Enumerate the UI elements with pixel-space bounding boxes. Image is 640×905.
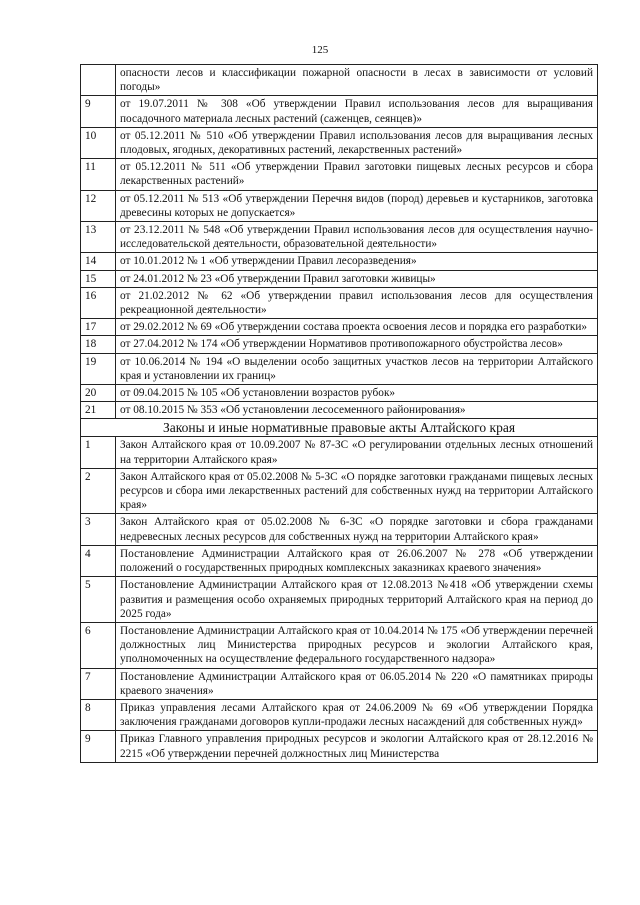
row-text: от 05.12.2011 № 510 «Об утверждении Правил использования лесов для выращивания лесных плодовых, ягодных, декоративных растений, лекарственных растений» bbox=[116, 127, 598, 158]
table-row bbox=[81, 699, 598, 730]
table-row bbox=[81, 287, 598, 318]
row-number: 1 bbox=[81, 437, 116, 468]
table-row bbox=[81, 222, 598, 253]
table-row bbox=[81, 253, 598, 270]
table-row bbox=[81, 353, 598, 384]
table-row bbox=[81, 96, 598, 127]
row-text: Постановление Администрации Алтайского края от 10.04.2014 № 175 «Об утверждении перечней должностных лиц Министерства природных ресурсов и экологии Алтайского края, уполномоченных на осуществление федерального государственного надзора» bbox=[116, 622, 598, 668]
row-text: от 19.07.2011 № 308 «Об утверждении Правил использования лесов для выращивания посадочного материала лесных растений (саженцев, сеянцев)» bbox=[116, 96, 598, 127]
table-row bbox=[81, 668, 598, 699]
section-header-row bbox=[81, 419, 598, 437]
table-row bbox=[81, 65, 598, 96]
row-number: 14 bbox=[81, 253, 116, 270]
table-row bbox=[81, 385, 598, 402]
table-row bbox=[81, 127, 598, 158]
table-row bbox=[81, 402, 598, 419]
table-row bbox=[81, 319, 598, 336]
row-number: 5 bbox=[81, 577, 116, 623]
row-number: 9 bbox=[81, 96, 116, 127]
table-row bbox=[81, 159, 598, 190]
row-number: 11 bbox=[81, 159, 116, 190]
row-text: от 05.12.2011 № 511 «Об утверждении Правил заготовки пищевых лесных ресурсов и сбора лекарственных растений» bbox=[116, 159, 598, 190]
row-text: от 09.04.2015 № 105 «Об установлении возрастов рубок» bbox=[116, 385, 598, 402]
row-text: Приказ Главного управления природных ресурсов и экологии Алтайского края от 28.12.2016 № 2215 «Об утверждении перечней должностных лиц Министерства bbox=[116, 731, 598, 762]
row-text: Закон Алтайского края от 05.02.2008 № 6-ЗС «О порядке заготовки и сбора гражданами недревесных лесных ресурсов для собственных нужд на территории Алтайского края» bbox=[116, 514, 598, 545]
row-number: 13 bbox=[81, 222, 116, 253]
table-body bbox=[81, 65, 598, 763]
row-text: от 23.12.2011 № 548 «Об утверждении Правил использования лесов для осуществления научно-исследовательской деятельности, образовательной деятельности» bbox=[116, 222, 598, 253]
row-number: 9 bbox=[81, 731, 116, 762]
section-title: Законы и иные нормативные правовые акты Алтайского края bbox=[81, 419, 598, 437]
row-text: от 10.01.2012 № 1 «Об утверждении Правил лесоразведения» bbox=[116, 253, 598, 270]
row-number: 19 bbox=[81, 353, 116, 384]
row-number: 3 bbox=[81, 514, 116, 545]
row-text: от 24.01.2012 № 23 «Об утверждении Правил заготовки живицы» bbox=[116, 270, 598, 287]
row-text: Закон Алтайского края от 05.02.2008 № 5-ЗС «О порядке заготовки гражданами пищевых лесных ресурсов и сбора ими лекарственных растений для собственных нужд на территории Алтайского края» bbox=[116, 468, 598, 514]
row-text: от 05.12.2011 № 513 «Об утверждении Перечня видов (пород) деревьев и кустарников, заготовка древесины которых не допускается» bbox=[116, 190, 598, 221]
table-row bbox=[81, 336, 598, 353]
row-number: 16 bbox=[81, 287, 116, 318]
row-number: 15 bbox=[81, 270, 116, 287]
legal-acts-table bbox=[80, 64, 598, 763]
row-number: 18 bbox=[81, 336, 116, 353]
row-number: 12 bbox=[81, 190, 116, 221]
table-row bbox=[81, 190, 598, 221]
row-text: Приказ управления лесами Алтайского края от 24.06.2009 № 69 «Об утверждении Порядка заключения гражданами договоров купли-продажи лесных насаждений для собственных нужд» bbox=[116, 699, 598, 730]
table-row bbox=[81, 731, 598, 762]
row-number: 20 bbox=[81, 385, 116, 402]
row-number: 4 bbox=[81, 545, 116, 576]
row-number: 2 bbox=[81, 468, 116, 514]
table-row bbox=[81, 270, 598, 287]
row-text: от 21.02.2012 № 62 «Об утверждении правил использования лесов для осуществления рекреационной деятельности» bbox=[116, 287, 598, 318]
page-number: 125 bbox=[311, 44, 329, 56]
table-row bbox=[81, 622, 598, 668]
row-text: Закон Алтайского края от 10.09.2007 № 87-ЗС «О регулировании отдельных лесных отношений на территории Алтайского края» bbox=[116, 437, 598, 468]
table-row bbox=[81, 437, 598, 468]
row-number: 10 bbox=[81, 127, 116, 158]
row-text: от 29.02.2012 № 69 «Об утверждении состава проекта освоения лесов и порядка его разработки» bbox=[116, 319, 598, 336]
row-text: Постановление Администрации Алтайского края от 06.05.2014 № 220 «О памятниках природы краевого значения» bbox=[116, 668, 598, 699]
row-text: опасности лесов и классификации пожарной опасности в лесах в зависимости от условий погоды» bbox=[116, 65, 598, 96]
table-row bbox=[81, 545, 598, 576]
row-number: 21 bbox=[81, 402, 116, 419]
row-number: 17 bbox=[81, 319, 116, 336]
row-text: Постановление Администрации Алтайского края от 26.06.2007 № 278 «Об утверждении положений о государственных природных комплексных заказниках краевого значения» bbox=[116, 545, 598, 576]
row-number bbox=[81, 65, 116, 96]
row-number: 8 bbox=[81, 699, 116, 730]
row-text: Постановление Администрации Алтайского края от 12.08.2013 №418 «Об утверждении схемы развития и размещения особо охраняемых природных территорий Алтайского края на период до 2025 года» bbox=[116, 577, 598, 623]
table-row bbox=[81, 577, 598, 623]
row-text: от 10.06.2014 № 194 «О выделении особо защитных участков лесов на территории Алтайского края и установлении их границ» bbox=[116, 353, 598, 384]
table-row bbox=[81, 514, 598, 545]
row-text: от 27.04.2012 № 174 «Об утверждении Нормативов противопожарного обустройства лесов» bbox=[116, 336, 598, 353]
row-number: 7 bbox=[81, 668, 116, 699]
table-row bbox=[81, 468, 598, 514]
row-text: от 08.10.2015 № 353 «Об установлении лесосеменного районирования» bbox=[116, 402, 598, 419]
row-number: 6 bbox=[81, 622, 116, 668]
